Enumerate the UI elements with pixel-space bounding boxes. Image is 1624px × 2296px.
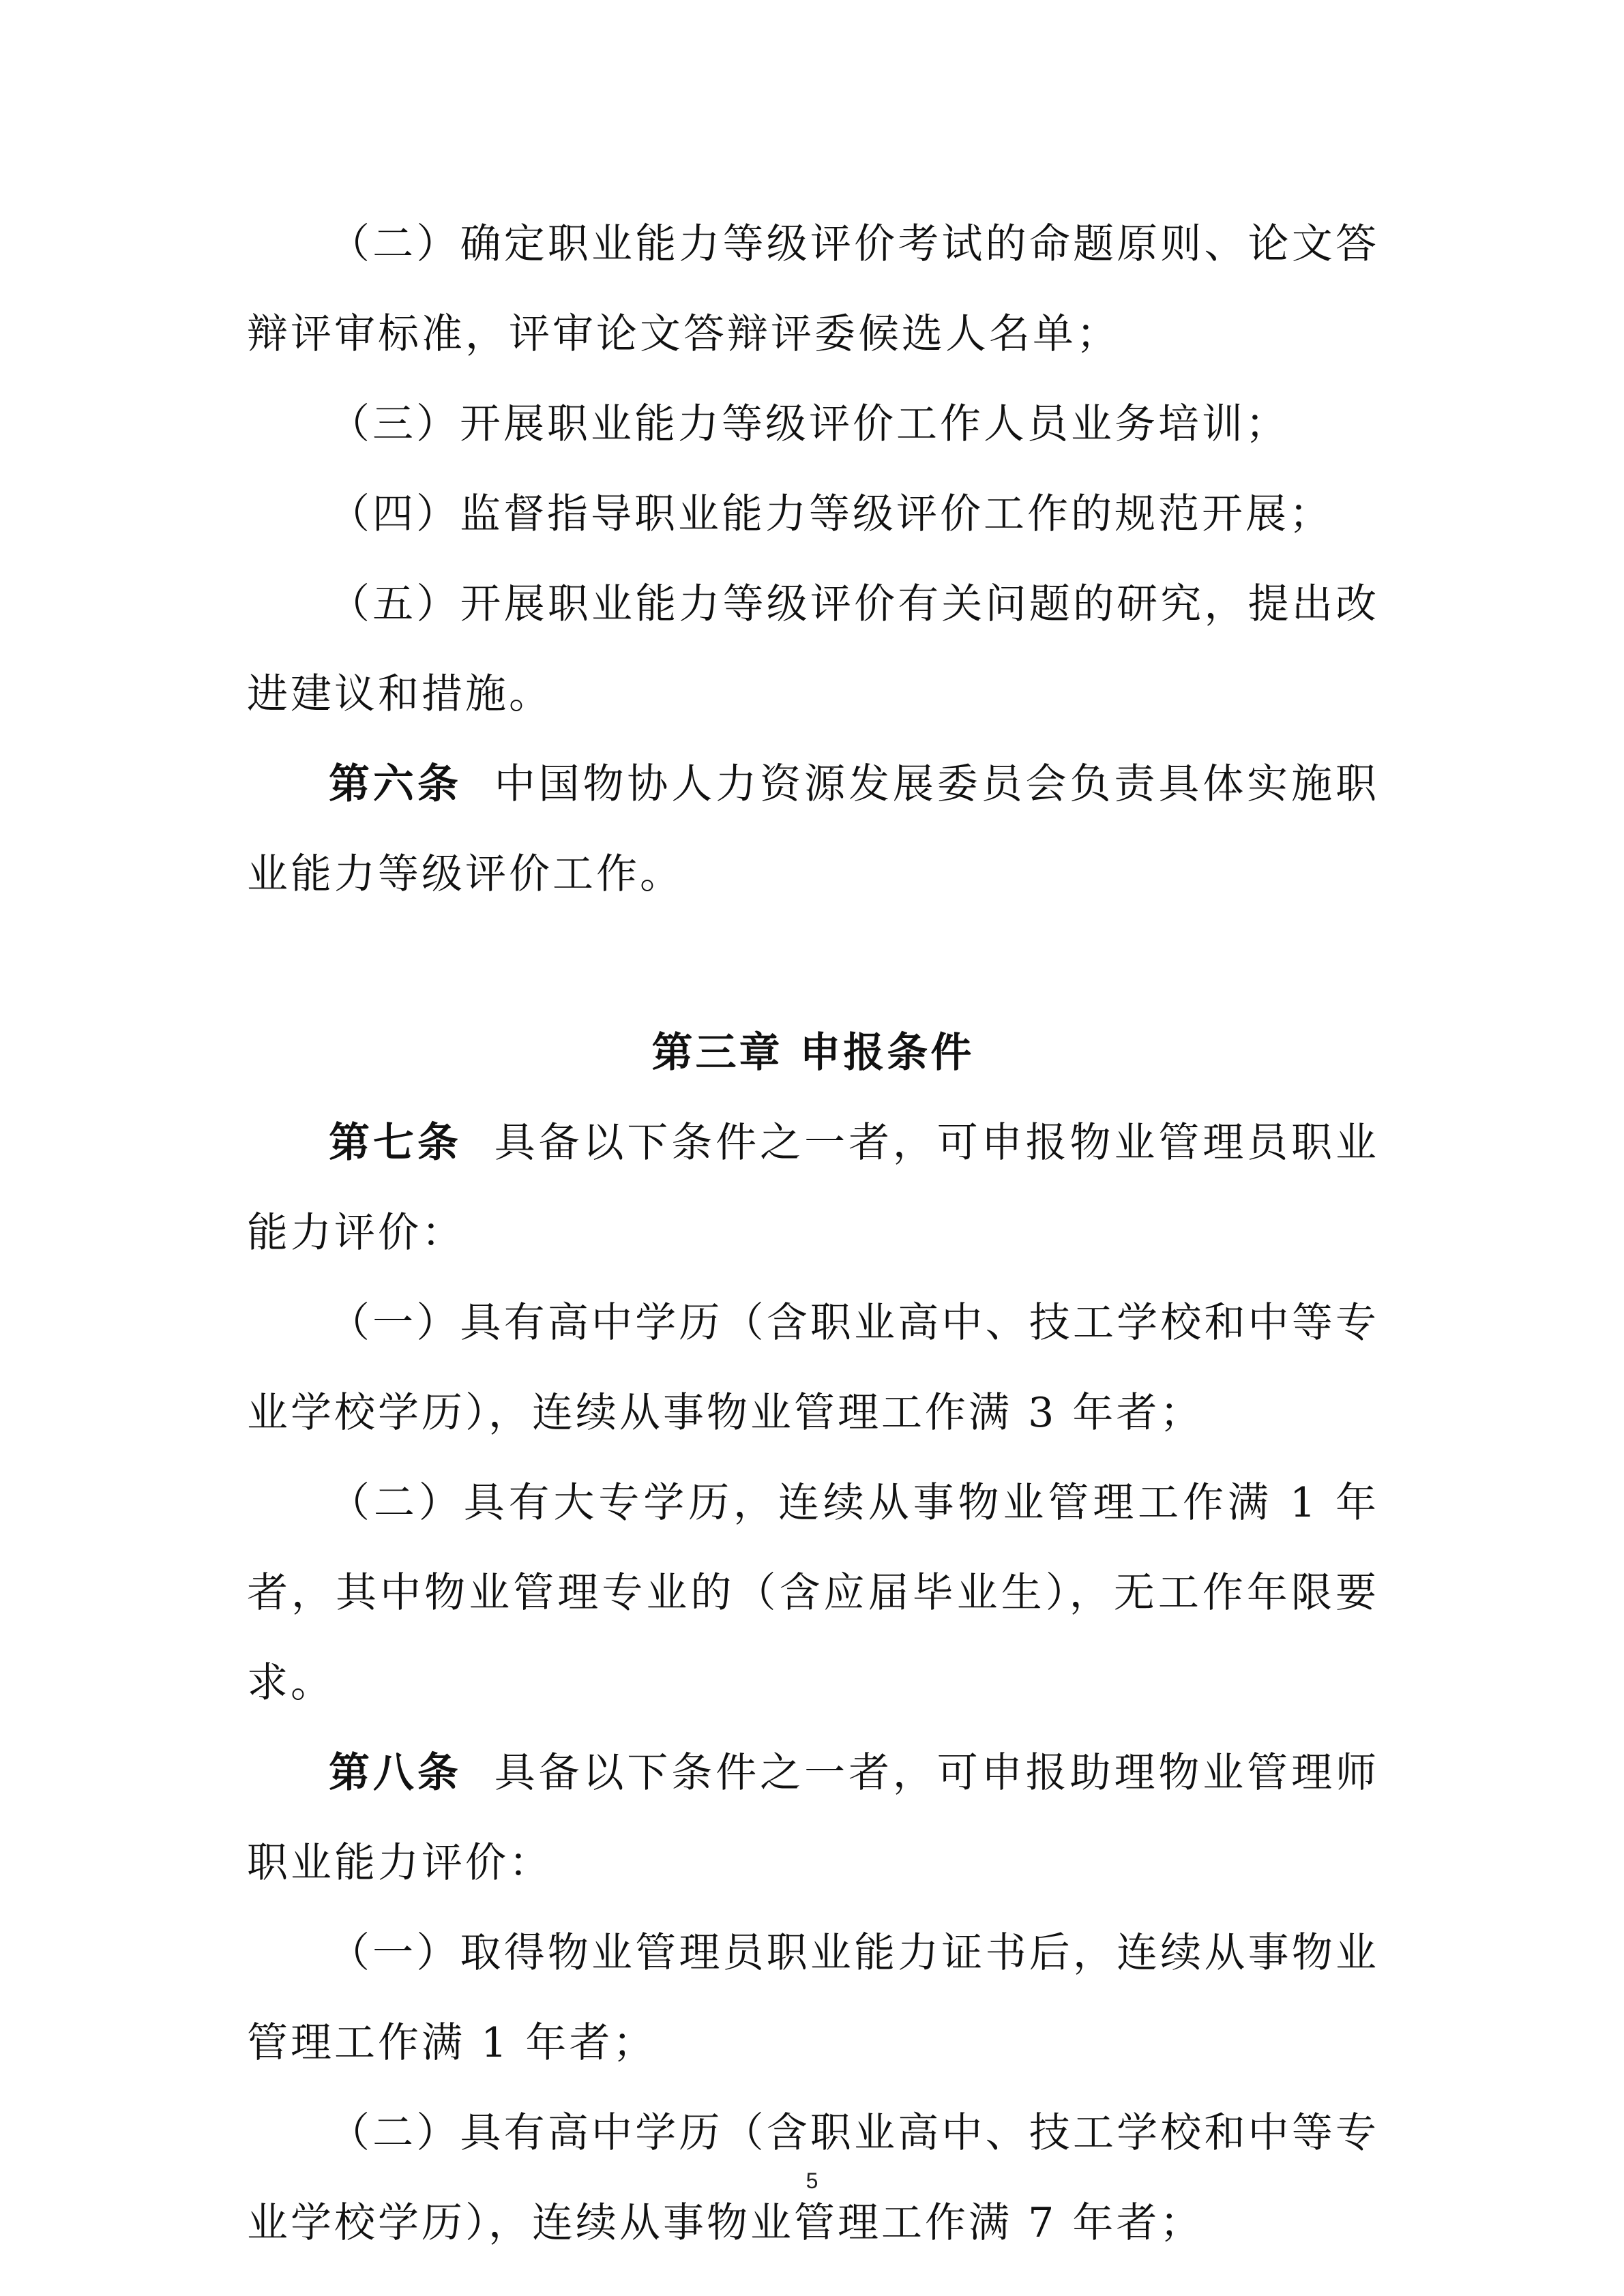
paragraph-item-2-5	[247, 559, 1379, 739]
paragraph-item-7-1	[247, 1278, 1379, 1458]
paragraph-text: （一）具有高中学历（含职业高中、技工学校和中等专业学校学历），连续从事物业管理工作满 3 年者；	[247, 1299, 1379, 1437]
article-8	[247, 1728, 1379, 1908]
paragraph-item-2-2	[247, 199, 1379, 379]
article-6	[247, 739, 1379, 919]
paragraph-text: （二）具有大专学历，连续从事物业管理工作满 1 年者，其中物业管理专业的（含应届毕业生），无工作年限要求。	[247, 1479, 1379, 1707]
page-number: 5	[806, 2168, 818, 2193]
article-label: 第八条	[329, 1749, 462, 1797]
article-label: 第六条	[329, 760, 462, 808]
paragraph-text: 具备以下条件之一者，可申报物业管理员职业能力评价：	[247, 1119, 1379, 1257]
section-gap	[247, 919, 1379, 1008]
paragraph-text: 中国物协人力资源发展委员会负责具体实施职业能力等级评价工作。	[247, 760, 1379, 898]
paragraph-text: （四）监督指导职业能力等级评价工作的规范开展；	[329, 490, 1333, 538]
article-label: 第七条	[329, 1119, 462, 1167]
paragraph-item-8-1	[247, 1908, 1379, 2088]
paragraph-text: （二）确定职业能力等级评价考试的命题原则、论文答辩评审标准，评审论文答辩评委候选人名单；	[247, 220, 1379, 358]
article-7	[247, 1098, 1379, 1278]
document-body	[247, 199, 1379, 2268]
paragraph-text: 具备以下条件之一者，可申报助理物业管理师职业能力评价：	[247, 1749, 1379, 1887]
paragraph-item-7-2	[247, 1458, 1379, 1728]
paragraph-text: （五）开展职业能力等级评价有关问题的研究，提出改进建议和措施。	[247, 580, 1379, 718]
paragraph-text: （一）取得物业管理员职业能力证书后，连续从事物业管理工作满 1 年者；	[247, 1929, 1379, 2067]
paragraph-text: （三）开展职业能力等级评价工作人员业务培训；	[329, 400, 1289, 448]
paragraph-item-2-4	[247, 469, 1379, 559]
chapter-title: 第三章 申报条件	[651, 1029, 975, 1077]
paragraph-text: （二）具有高中学历（含职业高中、技工学校和中等专业学校学历），连续从事物业管理工作满 7 年者；	[247, 2109, 1379, 2247]
paragraph-item-2-3	[247, 379, 1379, 469]
